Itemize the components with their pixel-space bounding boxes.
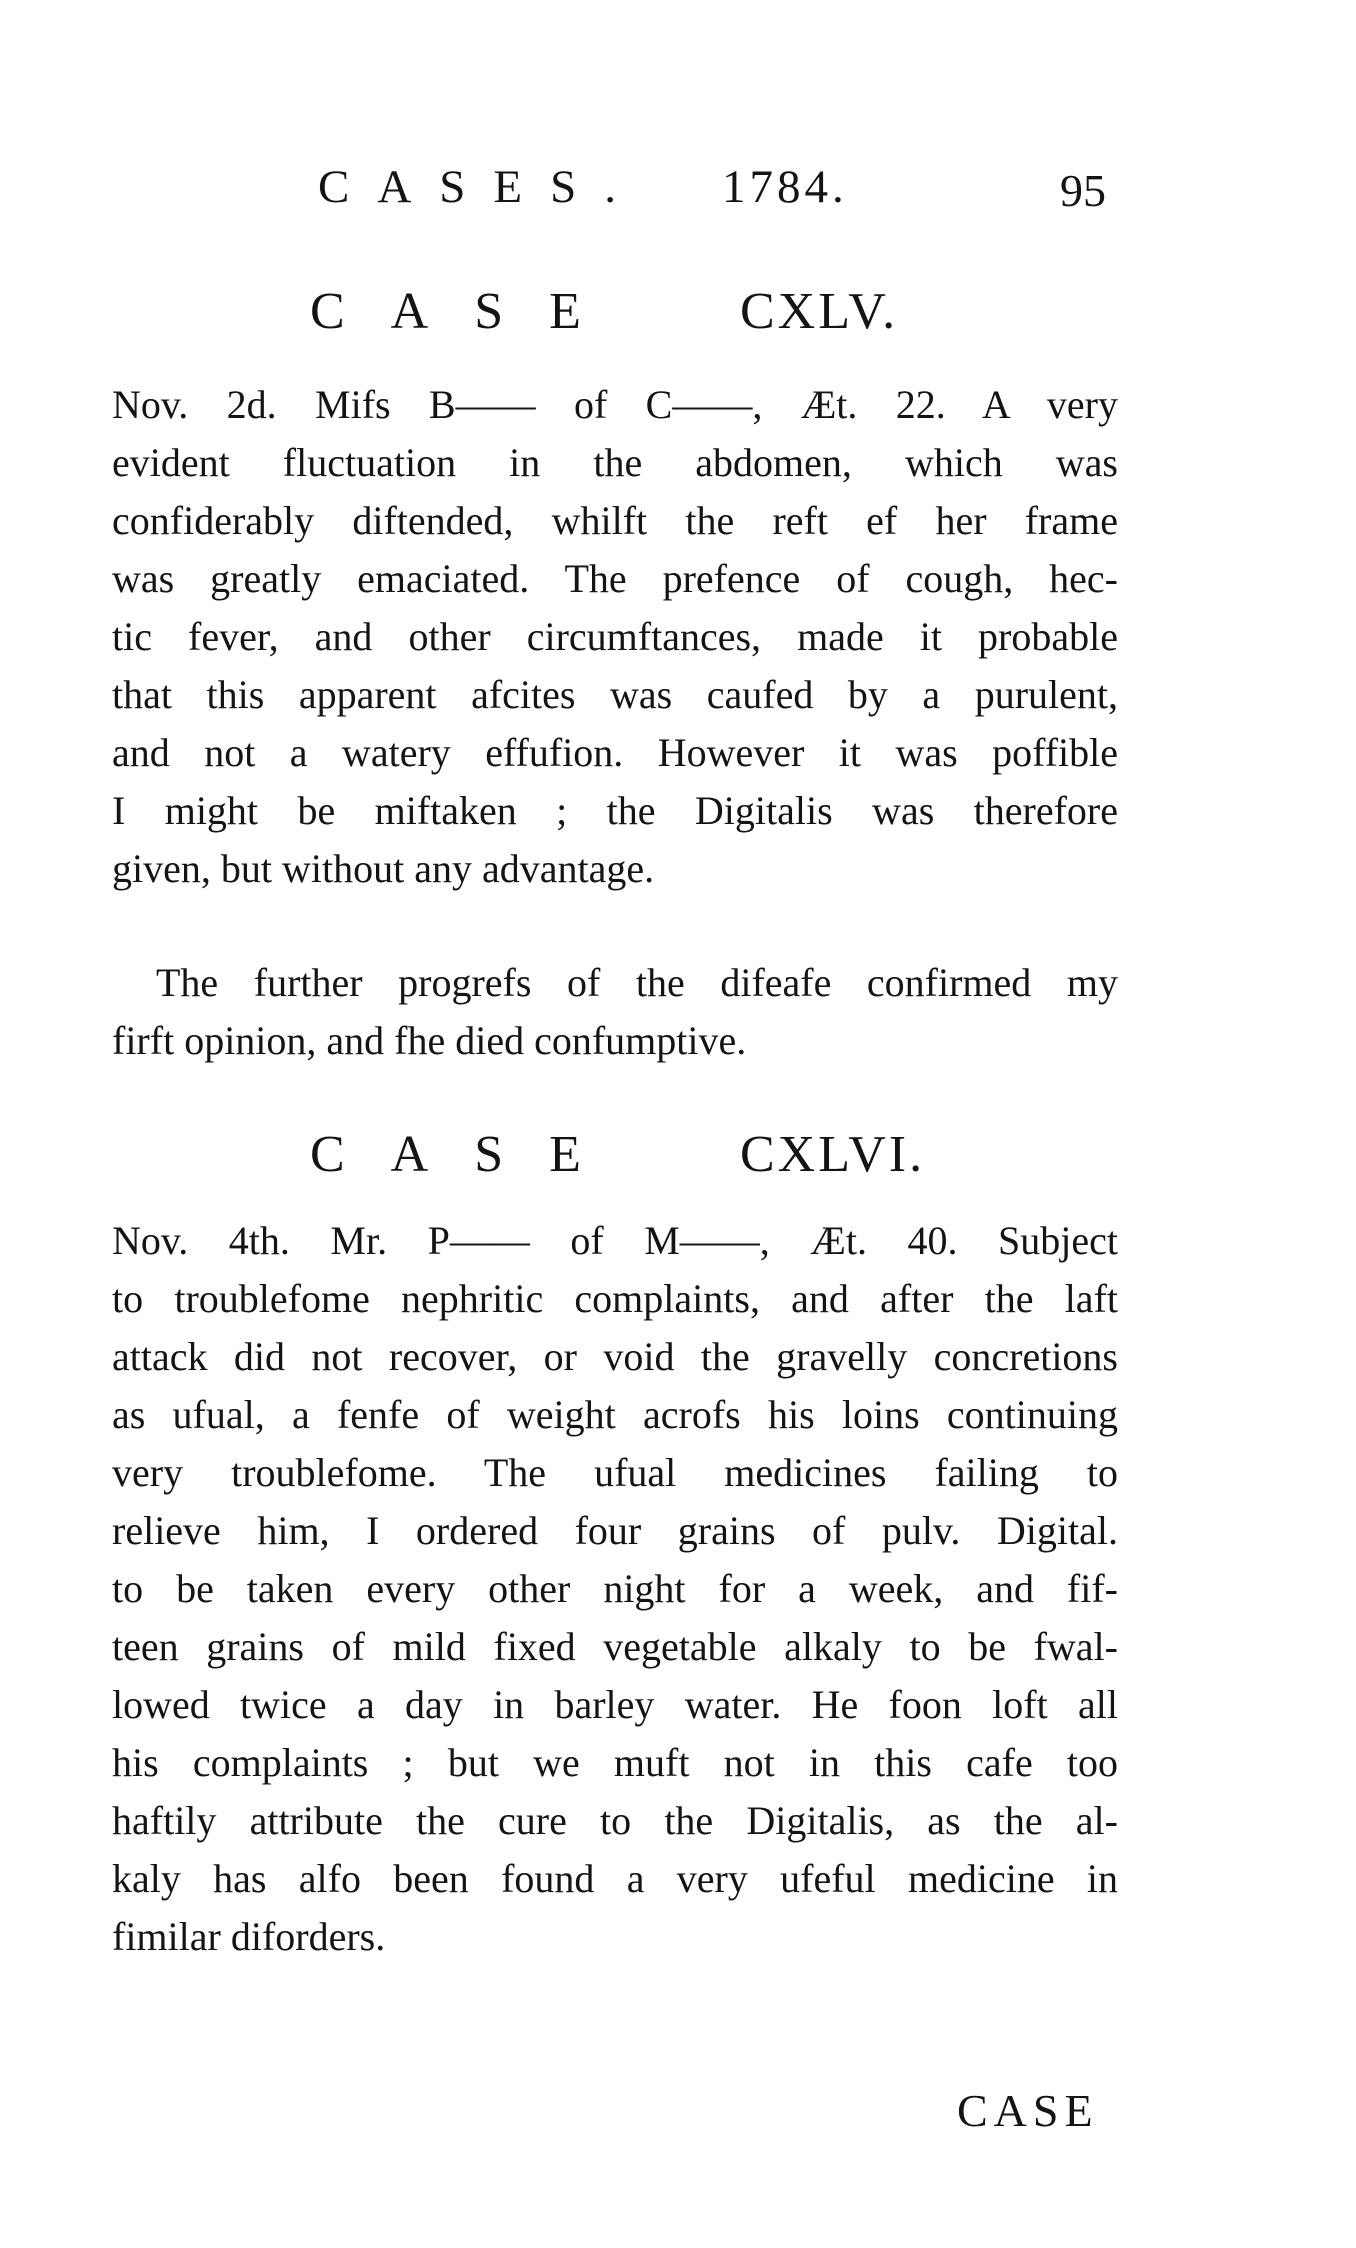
case-cxlv-paragraph-1 (112, 376, 1118, 898)
text-line: fimilar diforders. (112, 1914, 386, 1959)
text-line: to troublefome nephritic complaints, and after the laft (112, 1276, 1118, 1321)
text-line: The further progrefs of the difeafe confirmed my (156, 960, 1118, 1005)
text-line: to be taken every other night for a week, and fif- (112, 1566, 1118, 1611)
text-line: confiderably diftended, whilft the reft ef her frame (112, 498, 1118, 543)
case-heading-number: CXLV. (740, 283, 899, 340)
text-line: his complaints ; but we muft not in this cafe too (112, 1740, 1118, 1785)
case-cxlvi-paragraph (112, 1212, 1118, 1966)
text-line: haftily attribute the cure to the Digitalis, as the al- (112, 1798, 1118, 1843)
text-line: was greatly emaciated. The prefence of cough, hec- (112, 556, 1118, 601)
text-line: relieve him, I ordered four grains of pulv. Digital. (112, 1508, 1118, 1553)
text-line: as ufual, a fenfe of weight acrofs his loins continuing (112, 1392, 1118, 1437)
text-line: I might be miftaken ; the Digitalis was therefore (112, 788, 1118, 833)
text-line: attack did not recover, or void the gravelly concretions (112, 1334, 1118, 1379)
text-line: Nov. 2d. Mifs B—— of C——, Æt. 22. A very (112, 382, 1118, 427)
text-line: teen grains of mild fixed vegetable alkaly to be fwal- (112, 1624, 1118, 1669)
running-head (318, 160, 1118, 220)
running-head-year: 1784. (722, 161, 848, 213)
text-line: given, but without any advantage. (112, 846, 655, 891)
text-line: and not a watery effufion. However it was poffible (112, 730, 1118, 775)
case-heading-word: CASE (310, 1126, 627, 1183)
case-heading-cxlvi (310, 1125, 926, 1184)
page-number: 95 (1060, 165, 1106, 216)
text-line: evident fluctuation in the abdomen, which was (112, 440, 1118, 485)
case-heading-word: CASE (310, 283, 627, 340)
catchword: CASE (957, 2085, 1099, 2136)
case-heading-cxlv (310, 282, 899, 341)
text-line: that this apparent afcites was caufed by a purulent, (112, 672, 1118, 717)
text-line: Nov. 4th. Mr. P—— of M——, Æt. 40. Subject (112, 1218, 1118, 1263)
text-line: lowed twice a day in barley water. He foon loft all (112, 1682, 1118, 1727)
text-line: very troublefome. The ufual medicines failing to (112, 1450, 1118, 1495)
text-line: firft opinion, and fhe died confumptive. (112, 1018, 747, 1063)
text-line: kaly has alfo been found a very ufeful medicine in (112, 1856, 1118, 1901)
case-cxlv-paragraph-2 (112, 954, 1118, 1070)
case-heading-number: CXLVI. (740, 1126, 926, 1183)
running-head-title: CASES. (318, 161, 645, 213)
text-line: tic fever, and other circumftances, made it probable (112, 614, 1118, 659)
